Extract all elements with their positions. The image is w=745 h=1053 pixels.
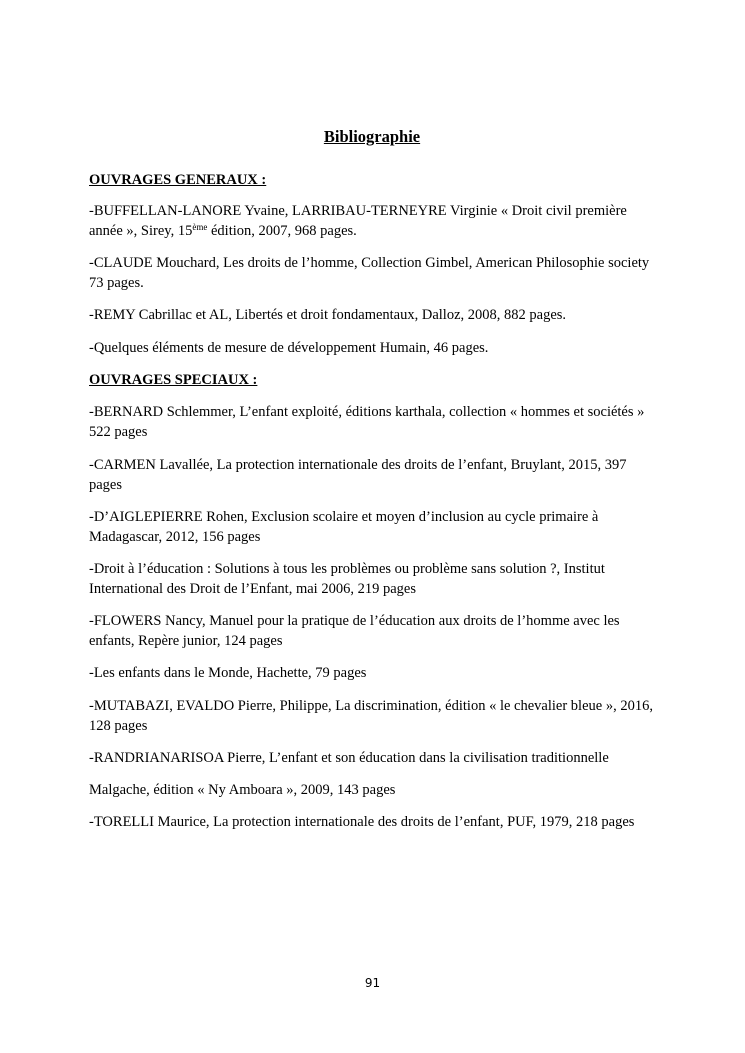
bibliography-entry: -Les enfants dans le Monde, Hachette, 79 pages [89,665,367,681]
bibliography-entry: -CARMEN Lavallée, La protection internationale des droits de l’enfant, Bruylant, 2015, 397 pages [89,457,627,493]
bibliography-entry: -CLAUDE Mouchard, Les droits de l’homme, Collection Gimbel, American Philosophie society 73 pages. [89,255,650,291]
bibliography-entry: -FLOWERS Nancy, Manuel pour la pratique de l’éducation aux droits de l’homme avec les enfants, Repère junior, 124 pages [89,613,620,649]
bibliography-entry: -TORELLI Maurice, La protection internationale des droits de l’enfant, PUF, 1979, 218 pages [89,814,635,830]
bibliography-entry: -MUTABAZI, EVALDO Pierre, Philippe, La discrimination, édition « le chevalier bleue », 2016, 128 pages [89,698,653,734]
bibliography-entry: -Quelques éléments de mesure de développement Humain, 46 pages. [89,340,489,356]
bibliography-entry [89,201,659,241]
page-title: Bibliographie [323,127,421,146]
section-heading-ouvrages-generaux: OUVRAGES GENERAUX : [89,172,267,188]
entry-text: édition, 2007, 968 pages. [207,223,357,239]
bibliography-entry: -REMY Cabrillac et AL, Libertés et droit fondamentaux, Dalloz, 2008, 882 pages. [89,307,567,323]
bibliography-entry: Malgache, édition « Ny Amboara », 2009, 143 pages [89,782,396,798]
section-heading-ouvrages-speciaux: OUVRAGES SPECIAUX : [89,372,258,388]
bibliography-entry: -D’AIGLEPIERRE Rohen, Exclusion scolaire et moyen d’inclusion au cycle primaire à Madagascar, 2012, 156 pages [89,509,599,545]
entry-superscript: ème [192,222,208,232]
entry-text: -BUFFELLAN-LANORE Yvaine, LARRIBAU-TERNEYRE Virginie « Droit civil première année », Sirey, 15 [89,203,627,239]
bibliography-entry: -Droit à l’éducation : Solutions à tous les problèmes ou problème sans solution ?, Institut International des Droit de l’Enfant, mai 2006, 219 pages [89,561,605,597]
bibliography-entry: -RANDRIANARISOA Pierre, L’enfant et son éducation dans la civilisation traditionnelle [89,750,609,766]
bibliography-entry: -BERNARD Schlemmer, L’enfant exploité, éditions karthala, collection « hommes et sociétés » 522 pages [89,404,645,440]
page-number: 91 [364,976,381,990]
